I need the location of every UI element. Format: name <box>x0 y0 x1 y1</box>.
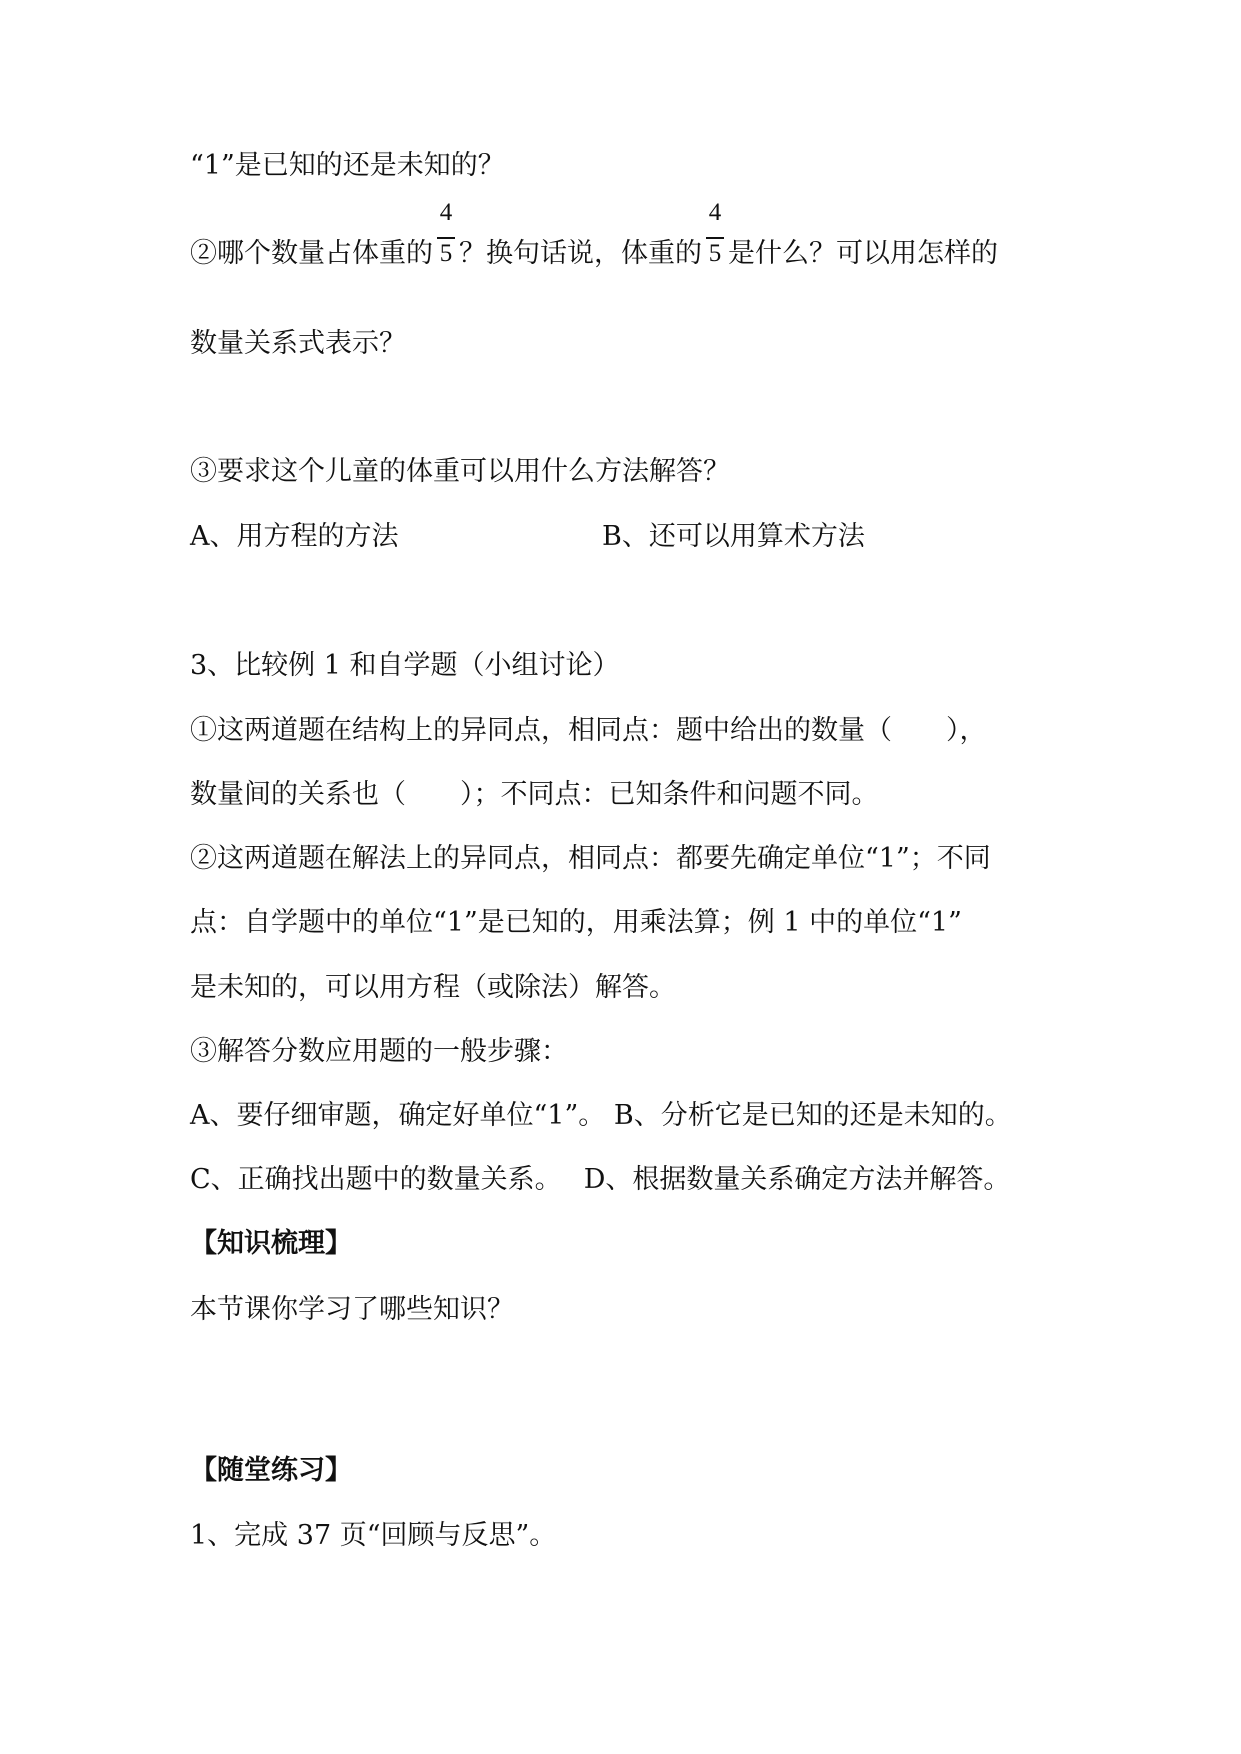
question-2-line-2: 数量关系式表示？ <box>190 328 406 359</box>
knowledge-question: 本节课你学习了哪些知识？ <box>190 1294 514 1325</box>
fraction-denominator: 5 <box>708 240 722 267</box>
question-3: ③要求这个儿童的体重可以用什么方法解答？ <box>190 456 730 487</box>
fraction-numerator: 4 <box>439 199 453 226</box>
steps-ab: A、要仔细审题，确定好单位“1”。 B、分析它是已知的还是未知的。 <box>190 1100 1012 1131</box>
question-2-line-1 <box>190 199 998 274</box>
question-2-text-c: 是什么？可以用怎样的 <box>728 238 998 269</box>
fraction-bar <box>706 237 724 239</box>
practice-item-1: 1、完成 37 页“回顾与反思”。 <box>190 1520 557 1551</box>
fraction-four-fifths <box>437 199 455 274</box>
steps-cd: C、正确找出题中的数量关系。 D、根据数量关系确定方法并解答。 <box>190 1164 1011 1195</box>
steps-title: ③解答分数应用题的一般步骤： <box>190 1036 568 1067</box>
compare-structure-line-2: 数量间的关系也（ ）；不同点：已知条件和问题不同。 <box>190 779 879 810</box>
option-b: B、还可以用算术方法 <box>602 521 865 552</box>
compare-method-line-3: 是未知的，可以用方程（或除法）解答。 <box>190 972 676 1003</box>
section-3-title: 3、比较例 1 和自学题（小组讨论） <box>190 650 620 681</box>
option-a: A、用方程的方法 <box>190 521 399 552</box>
compare-method-line-1: ②这两道题在解法上的异同点，相同点：都要先确定单位“1”；不同 <box>190 843 991 874</box>
question-2-text-b: ？换句话说，体重的 <box>459 238 702 269</box>
fraction-denominator: 5 <box>439 240 453 267</box>
fraction-numerator: 4 <box>708 199 722 226</box>
heading-knowledge: 【知识梳理】 <box>190 1228 352 1259</box>
fraction-four-fifths <box>706 199 724 274</box>
question-1-tail: “1”是已知的还是未知的？ <box>190 150 505 181</box>
compare-method-line-2: 点：自学题中的单位“1”是已知的，用乘法算；例 1 中的单位“1” <box>190 907 962 938</box>
heading-practice: 【随堂练习】 <box>190 1455 352 1486</box>
fraction-bar <box>437 237 455 239</box>
question-2-text-a: ②哪个数量占体重的 <box>190 238 433 269</box>
compare-structure-line-1: ①这两道题在结构上的异同点，相同点：题中给出的数量（ ）， <box>190 715 987 746</box>
